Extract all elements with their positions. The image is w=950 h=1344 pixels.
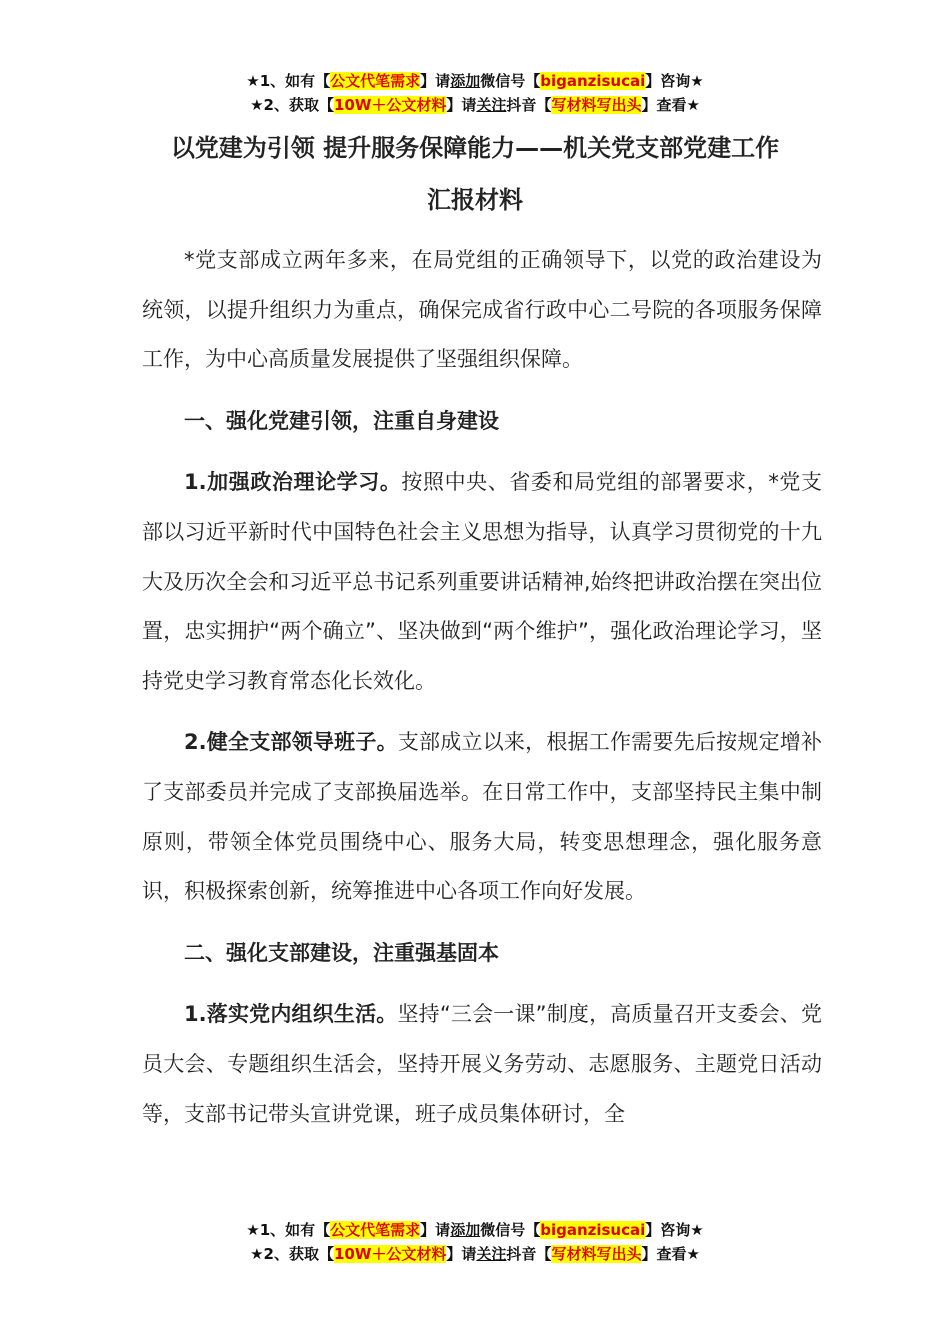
banner-highlight-service: 公文代笔需求 [330,72,421,90]
section-1-paragraph-2: 2.健全支部领导班子。支部成立以来，根据工作需要先后按规定增补了支部委员并完成了支部换届选举。在日常工作中，支部坚持民主集中制原则，带领全体党员围绕中心、服务大局，转变思想理念，强化服务意识，积极探索创新，统筹推进中心各项工作向好发展。 [142,730,823,904]
document-title-line-1: 以党建为引领 提升服务保障能力——机关党支部党建工作 [170,134,780,162]
section-2-paragraph-1: 1.落实党内组织生活。坚持“三会一课”制度，高质量召开支委会、党员大会、专题组织生活会，坚持开展义务劳动、志愿服务、主题党日活动等，支部书记带头宣讲党课，班子成员集体研讨，全 [142,1002,822,1126]
paragraph-lead: 1.落实党内组织生活。 [184,1002,398,1027]
section-1-paragraph-1: 1.加强政治理论学习。按照中央、省委和局党组的部署要求，*党支部以习近平新时代中国特色社会主义思想为指导，认真学习贯彻党的十九大及历次全会和习近平总书记系列重要讲话精神,始终把讲政治摆在突出位置，忠实拥护“两个确立”、坚决做到“两个维护”，强化政治理论学习，坚持党史学习教育常态化长效化。 [142,470,822,693]
banner-line-2: ★2、获取【10W＋公文材料】请关注抖音【写材料写出头】查看★ [250,1245,700,1263]
banner-highlight-materials: 10W＋公文材料 [333,96,447,114]
banner-highlight-wechat: biganzisucai [540,1221,646,1239]
banner-highlight-douyin: 写材料写出头 [551,96,642,114]
banner-highlight-service: 公文代笔需求 [330,1221,421,1239]
banner-top [0,69,950,117]
section-1-heading: 一、强化党建引领，注重自身建设 [184,408,499,433]
intro-paragraph: *党支部成立两年多来，在局党组的正确领导下，以党的政治建设为统领，以提升组织力为重点，确保完成省行政中心二号院的各项服务保障工作，为中心高质量发展提供了坚强组织保障。 [142,248,822,372]
banner-highlight-materials: 10W＋公文材料 [333,1245,447,1263]
banner-line-1: ★1、如有【公文代笔需求】请添加微信号【biganzisucai】咨询★ [246,72,704,90]
banner-line-2: ★2、获取【10W＋公文材料】请关注抖音【写材料写出头】查看★ [250,96,700,114]
paragraph-lead: 1.加强政治理论学习。 [184,470,402,495]
section-2-heading: 二、强化支部建设，注重强基固本 [184,940,499,965]
paragraph-lead: 2.健全支部领导班子。 [184,730,398,755]
banner-bottom [0,1218,950,1266]
banner-highlight-wechat: biganzisucai [540,72,646,90]
document-title-line-2: 汇报材料 [427,186,523,214]
banner-line-1: ★1、如有【公文代笔需求】请添加微信号【biganzisucai】咨询★ [246,1221,704,1239]
banner-highlight-douyin: 写材料写出头 [551,1245,642,1263]
document-body [142,236,822,1139]
